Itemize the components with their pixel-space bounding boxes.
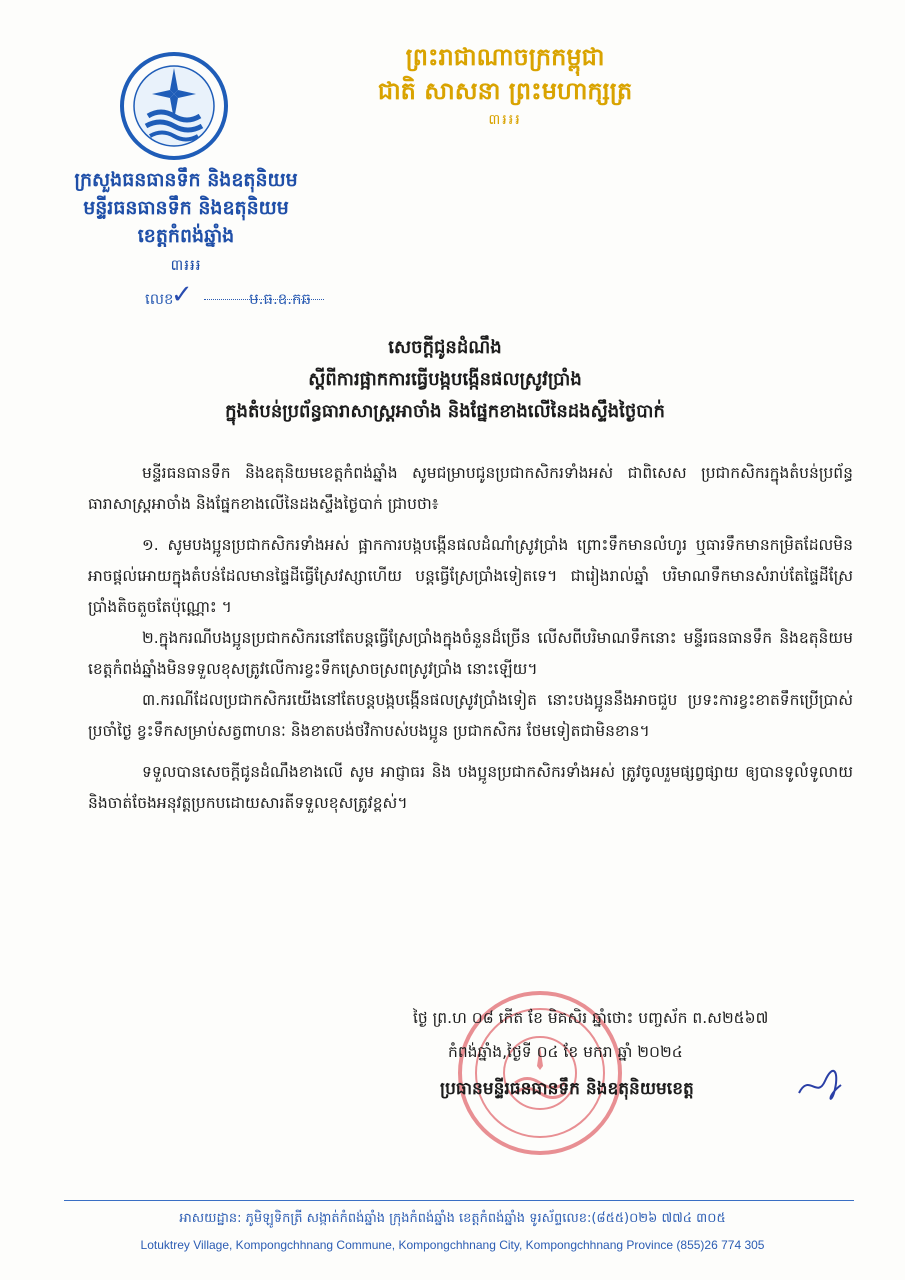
- national-motto: ជាតិ សាសនា ព្រះមហាក្សត្រ: [377, 77, 633, 105]
- ministry-header: [56, 166, 316, 276]
- notice-subject-area: ក្នុងតំបន់ប្រព័ន្ធធារាសាស្ត្រអាចាំង និងផ្នែកខាងលើនៃដងស្ទឹងថ្ងៃបាក់: [225, 401, 665, 422]
- department-name: មន្ទីរធនធានទឹក និងឧតុនិយម: [83, 197, 289, 219]
- kingdom-title: ព្រះរាជាណាចក្រកម្ពុជា: [405, 43, 605, 71]
- signatory-title: ប្រធានមន្ទីរធនធានទឹក និងឧតុនិយមខេត្ត: [440, 1079, 694, 1099]
- conclusion-paragraph: ទទួលបានសេចក្តីជូនដំណឹងខាងលើ សូម អាជ្ញាធរ និង បងប្អូនប្រជាកសិករទាំងអស់ ត្រូវចូលរួមផ្សព្វផ្សាយ ឲ្យបានទូលំទូលាយ និងចាត់ចែងអនុវត្តប្រកបដោយសារតីទទួលខុសត្រូវខ្ពស់។: [88, 763, 853, 812]
- footer-divider: [64, 1200, 854, 1201]
- notice-title-block: [60, 332, 830, 428]
- reference-dots: [204, 299, 324, 300]
- footer-address-khmer: អាសយដ្ឋាន: ភូមិឡូទិកត្រី សង្កាត់កំពង់ឆ្នាំង ក្រុងកំពង់ឆ្នាំង ខេត្តកំពង់ឆ្នាំង ទូរស័ព្ទលេខ:(៨៥៥)០២៦ ៧៧៤ ៣០៥: [179, 1211, 726, 1226]
- reference-number: [145, 280, 312, 312]
- footer-address-english: Lotuktrey Village, Kompongchhnang Commune, Kompongchhnang City, Kompongchhnang Province (855)26 774 305: [140, 1238, 765, 1252]
- notice-subject: ស្តីពីការផ្អាកការធ្វើបង្កបង្កើនផលស្រូវប្រាំង: [308, 369, 582, 390]
- reference-label: លេខ: [145, 290, 174, 308]
- solar-date: កំពង់ឆ្នាំង,ថ្ងៃទី ០៤ ខែ មករា ឆ្នាំ ២០២៤: [448, 1043, 683, 1061]
- notice-title: សេចក្តីជូនដំណឹង: [388, 337, 502, 358]
- point-2-paragraph: ២.ក្នុងករណីបងប្អូនប្រជាកសិករនៅតែបន្តធ្វើស្រែប្រាំងក្នុងចំនួនដ៏ច្រើន លើសពីបរិមាណទឹកនោះ មន្ទីរធនធានទឹក និងឧតុនិយមខេត្តកំពង់ឆ្នាំងមិនទទួលខុសត្រូវលើការខ្វះទឹកស្រោចស្រពស្រូវប្រាំង នោះឡើយ។: [88, 629, 853, 678]
- point-1-paragraph: ១. សូមបងប្អូនប្រជាកសិករទាំងអស់ ផ្អាកការបង្កបង្កើនផលដំណាំស្រូវប្រាំង ព្រោះទឹកមានលំហូរ ឬធារទឹកមានកម្រិតដែលមិនអាចផ្តល់អោយក្នុងតំបន់ដែលមានផ្ទៃដីធ្វើស្រែវស្សាហើយ បន្តធ្វើស្រែប្រាំងទៀតទេ។ ជារៀងរាល់ឆ្នាំ បរិមាណទឹកមានសំរាប់តែផ្ទៃដីស្រែប្រាំងតិចតួចតែប៉ុណ្ណោះ ។: [88, 536, 853, 616]
- handwritten-tick-icon: ✓: [171, 280, 193, 310]
- reference-code: ម.ធ.ឧ.កឆ: [249, 290, 312, 308]
- kingdom-header: [335, 40, 675, 132]
- intro-paragraph: មន្ទីរធនធានទឹក និងឧតុនិយមខេត្តកំពង់ឆ្នាំង សូមជម្រាបជូនប្រជាកសិករទាំងអស់ ជាពិសេស ប្រជាកសិករក្នុងតំបន់ប្រព័ន្ធ ធារាសាស្ត្រអាចាំង និងផ្នែកខាងលើនៃដងស្ទឹងថ្ងៃបាក់ ជ្រាបថា៖: [88, 464, 853, 513]
- point-3-paragraph: ៣.ករណីដែលប្រជាកសិករយើងនៅតែបន្តបង្កបង្កើនផលស្រូវប្រាំងទៀត នោះបងប្អូននឹងអាចជួប ប្រទះការខ្វះខាតទឹកប្រើប្រាស់ប្រចាំថ្ងៃ ខ្វះទឹកសម្រាប់សត្វពាហនៈ និងខាតបង់ថវិកាបស់បងប្អូន ប្រជាកសិករ ថែមទៀតជាមិនខាន។: [88, 691, 853, 740]
- province-name: ខេត្តកំពង់ឆ្នាំង: [137, 225, 235, 247]
- ministry-name: ក្រសួងធនធានទឹក និងឧតុនិយម: [74, 169, 298, 191]
- kingdom-ornament: ៣៛៛៛: [488, 112, 522, 128]
- ministry-logo: [118, 50, 230, 162]
- lunar-date: ថ្ងៃ ព្រ.ហ ០៨ កើត ខែ មិគសិរ ឆ្នាំថោះ បញ្ចស័ក ព.ស២៥៦៧: [413, 1009, 769, 1027]
- signature-icon: [795, 1063, 845, 1103]
- notice-body: [88, 458, 853, 829]
- ministry-ornament: ៣៛៛៛: [170, 256, 202, 274]
